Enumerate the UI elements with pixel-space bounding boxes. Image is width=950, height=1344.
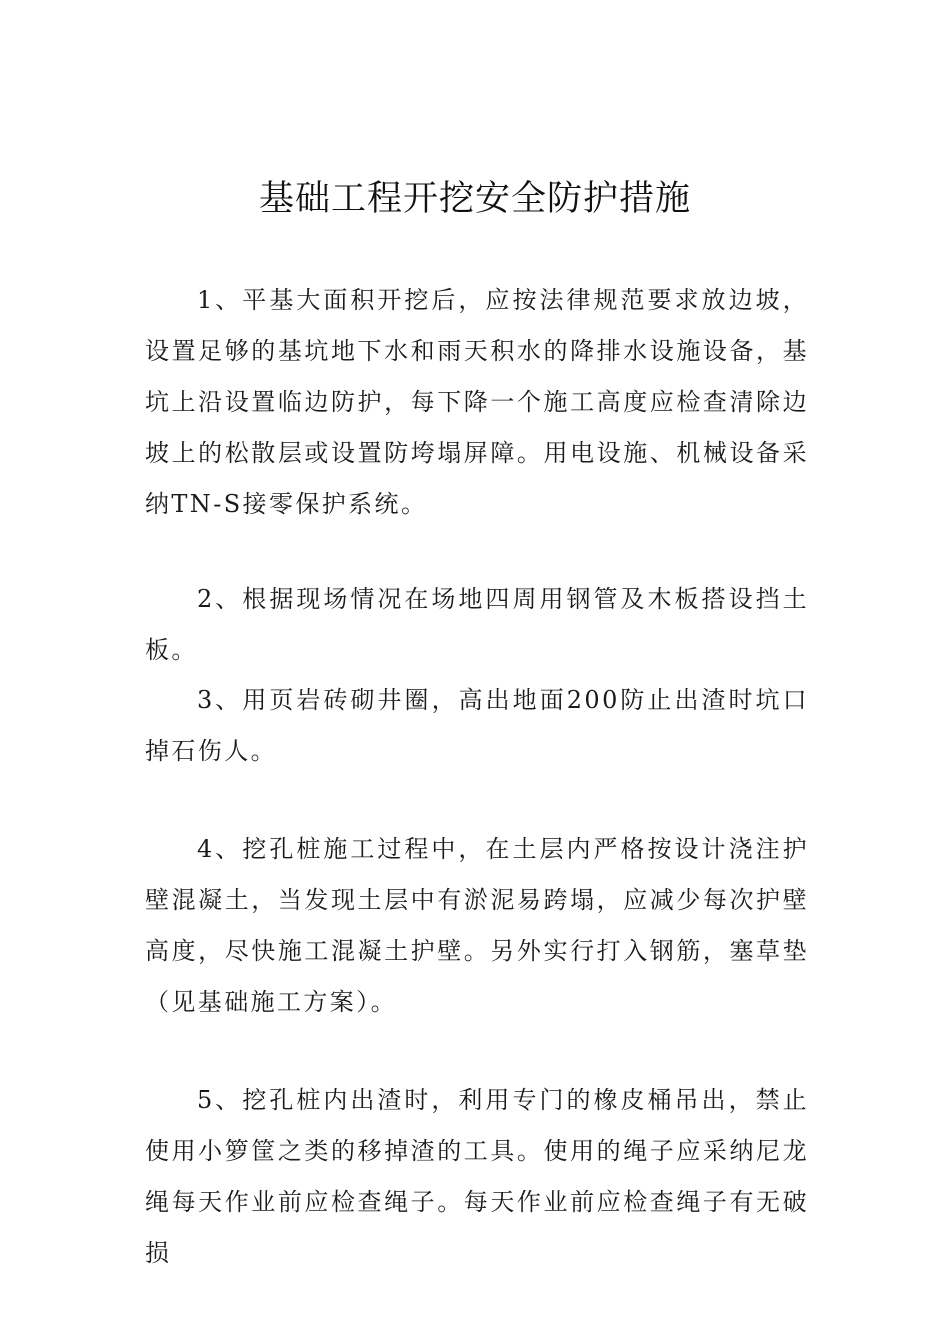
paragraph-3: 3、用页岩砖砌井圈，高出地面200防止出渣时坑口掉石伤人。 xyxy=(145,686,809,765)
document-title: 基础工程开挖安全防护措施 xyxy=(258,179,691,219)
paragraph-5: 5、挖孔桩内出渣时，利用专门的橡皮桶吊出，禁止使用小箩筐之类的移掉渣的工具。使用的绳子应采纳尼龙绳每天作业前应检查绳子。每天作业前应检查绳子有无破损 xyxy=(145,1086,809,1267)
paragraph-1: 1、平基大面积开挖后，应按法律规范要求放边坡，设置足够的基坑地下水和雨天积水的降排水设施设备，基坑上沿设置临边防护，每下降一个施工高度应检查清除边坡上的松散层或设置防垮塌屏障。用电设施、机械设备采纳TN-S接零保护系统。 xyxy=(145,286,809,518)
paragraph-2: 2、根据现场情况在场地四周用钢管及木板搭设挡土板。 xyxy=(145,585,809,664)
paragraph-4: 4、挖孔桩施工过程中，在土层内严格按设计浇注护壁混凝土，当发现土层中有淤泥易跨塌，应减少每次护壁高度，尽快施工混凝土护壁。另外实行打入钢筋，塞草垫（见基础施工方案）。 xyxy=(145,835,809,1016)
